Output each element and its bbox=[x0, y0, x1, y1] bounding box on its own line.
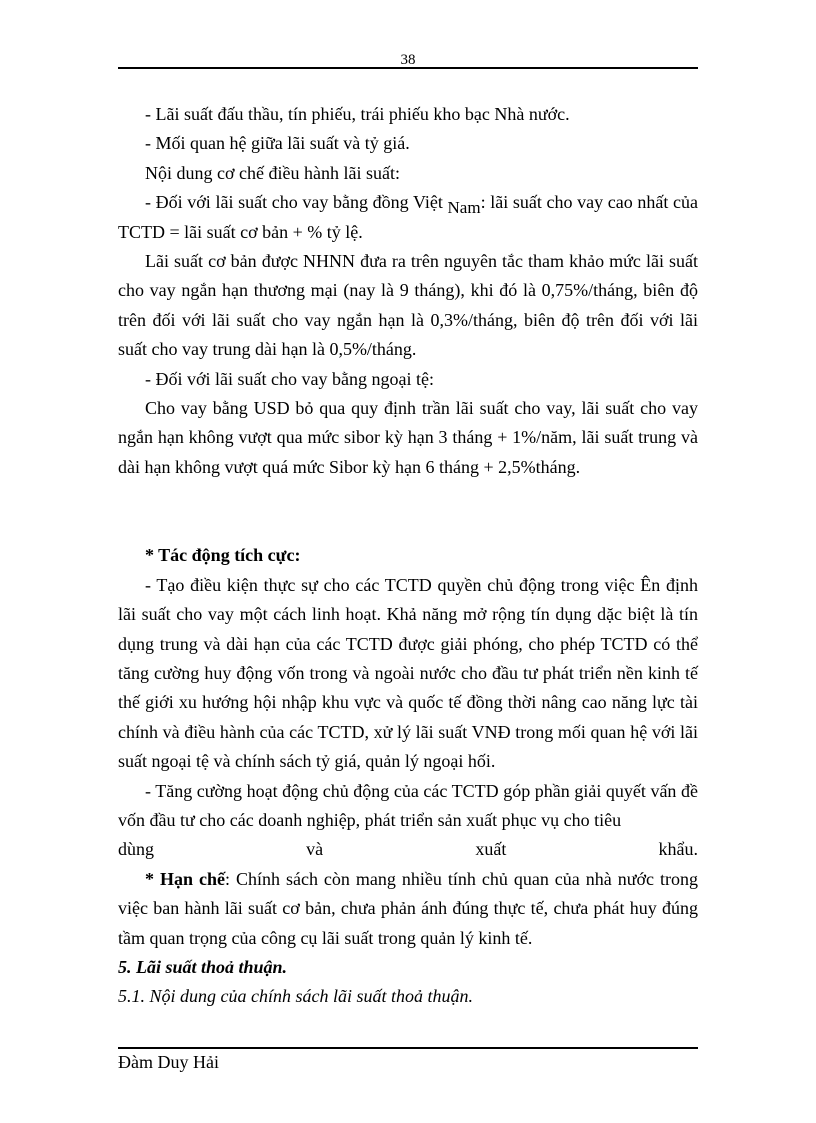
header-rule bbox=[118, 67, 698, 69]
vnd-lending-text-b: : lãi suất cho vay cao nhất của TCTD = lãi suất cơ bản + % tỷ lệ. bbox=[118, 192, 698, 242]
vnd-lending-text-a: - Đối với lãi suất cho vay bằng đồng Việt bbox=[145, 192, 448, 213]
paragraph-investment-last-line: dùng và xuất khẩu. bbox=[118, 839, 698, 860]
paragraph-usd-lending: Cho vay bằng USD bỏ qua quy định trần lãi suất cho vay, lãi suất cho vay ngắn hạn không vượt qua mức sibor kỳ hạn 3 tháng + 1%/năm, lãi suất trung và dài hạn không vượt quá mức Sibor kỳ hạn 6 tháng + 2,5%tháng. bbox=[118, 398, 698, 477]
section-heading: 5. Lãi suất thoả thuận. bbox=[118, 956, 288, 977]
footer-author: Đàm Duy Hải bbox=[118, 1052, 219, 1072]
paragraph-limitations bbox=[118, 865, 698, 953]
paragraph-vnd-lending bbox=[118, 188, 698, 247]
paragraph-treasury-bills: - Lãi suất đấu thầu, tín phiếu, trái phiếu kho bạc Nhà nước. bbox=[145, 104, 570, 124]
paragraph-mechanism-intro: Nội dung cơ chế điều hành lãi suất: bbox=[145, 162, 400, 183]
page-content bbox=[118, 100, 698, 1012]
vnd-lending-subscript: Nam bbox=[447, 198, 481, 218]
page-number: 38 bbox=[400, 52, 416, 68]
limitations-label: * Hạn chế bbox=[145, 868, 225, 889]
paragraph-positive-impact: - Tạo điều kiện thực sự cho các TCTD quyền chủ động trong việc Ên định lãi suất cho vay một cách linh hoạt. Khả năng mở rộng tín dụng dặc biệt là tín dụng trung và dài hạn của các TCTD được giải phóng, cho phép TCTD có thể tăng cường huy động vốn trong và ngoài nước cho đầu tư phát triển nền kinh tế thế giới xu hướng hội nhập khu vực và quốc tế đồng thời nâng cao năng lực tài chính và điều hành của các TCTD, xử lý lãi suất VNĐ trong mối quan hệ với lãi suất ngoại tệ và chính sách tỷ giá, quản lý ngoại hối. bbox=[118, 574, 698, 772]
paragraph-investment: - Tăng cường hoạt động chủ động của các TCTD góp phần giải quyết vấn đề vốn đầu tư cho các doanh nghiệp, phát triển sản xuất phục vụ cho tiêu bbox=[118, 780, 698, 830]
subsection-heading: 5.1. Nội dung của chính sách lãi suất thoả thuận. bbox=[118, 986, 473, 1007]
paragraph-gap bbox=[118, 482, 698, 541]
footer-rule bbox=[118, 1047, 698, 1049]
paragraph-rate-fx-relation: - Mối quan hệ giữa lãi suất và tỷ giá. bbox=[145, 133, 410, 154]
heading-positive-impact: * Tác động tích cực: bbox=[145, 545, 301, 566]
paragraph-fx-lending: - Đối với lãi suất cho vay bằng ngoại tệ: bbox=[145, 368, 434, 389]
paragraph-base-rate: Lãi suất cơ bản được NHNN đưa ra trên nguyên tắc tham khảo mức lãi suất cho vay ngắn hạn thương mại (nay là 9 tháng), khi đó là 0,75%/tháng, biên độ trên đối với lãi suất cho vay ngắn hạn là 0,3%/tháng, biên độ trên đối với lãi suất cho vay trung dài hạn là 0,5%/tháng. bbox=[118, 251, 698, 360]
limitations-text: : Chính sách còn mang nhiều tính chủ quan của nhà nước trong việc ban hành lãi suất cơ bản, chưa phản ánh đúng thực tế, chưa phát huy đúng tầm quan trọng của công cụ lãi suất trong quản lý kinh tế. bbox=[118, 868, 698, 948]
